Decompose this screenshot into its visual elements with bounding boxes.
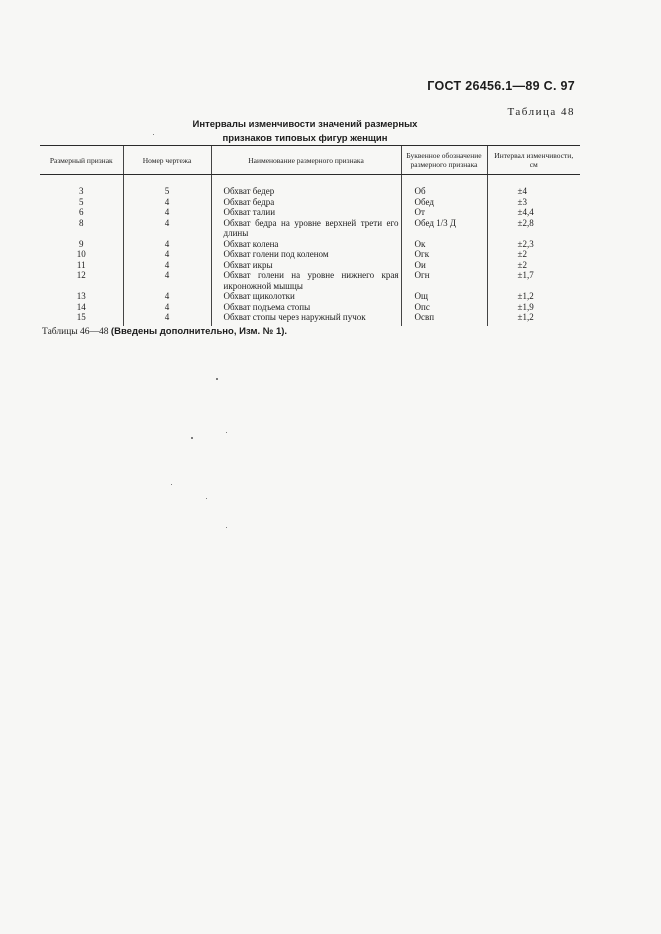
page-header: ГОСТ 26456.1—89 С. 97 [427,79,575,93]
cell-code: Освп [401,312,487,326]
scan-speck [216,378,218,380]
scan-speck [226,432,227,433]
cell-name: Обхват голени на уровне нижнего края икроножной мышцы [211,270,401,291]
cell-code: Огн [401,270,487,291]
cell-name: Обхват щиколотки [211,291,401,302]
cell-sign: 14 [76,301,86,312]
cell-drawing: 4 [123,239,211,250]
column-header-drawing: Номер чертежа [123,146,211,175]
cell-interval: ±4,4 [487,207,580,218]
table-title-line-1: Интервалы изменчивости значений размерных [192,119,418,130]
table-label: Таблица 48 [507,106,575,118]
scan-speck [171,484,172,485]
cell-drawing: 4 [123,291,211,302]
size-variability-table [40,145,580,326]
cell-interval: ±1,2 [487,291,580,302]
cell-interval: ±1,2 [487,312,580,326]
scan-speck [226,527,227,528]
cell-code: Обед [401,197,487,208]
scan-speck [206,498,207,499]
cell-code: Об [401,186,487,197]
cell-drawing: 4 [123,312,211,326]
cell-sign: 3 [79,186,84,196]
table-header-row [40,146,580,175]
cell-code: Обед 1/3 Д [401,218,487,239]
cell-code: Ощ [401,291,487,302]
table-row [40,218,580,239]
table-row [40,207,580,218]
cell-name: Обхват талии [211,207,401,218]
table-title-line-2: признаков типовых фигур женщин [222,133,388,144]
cell-drawing: 4 [123,260,211,271]
cell-sign: 8 [79,217,84,228]
cell-sign: 9 [79,238,84,249]
cell-name: Обхват стопы через наружный пучок [211,312,401,326]
cell-code: Ок [401,239,487,250]
table-row [40,197,580,208]
footer-amendment: (Введены дополнительно, Изм. № 1). [110,326,288,337]
cell-code: Ои [401,260,487,271]
column-header-interval: Интервал изменчивости, см [487,146,580,175]
cell-interval: ±1,7 [487,270,580,291]
cell-name: Обхват подъема стопы [211,302,401,313]
cell-drawing: 4 [123,249,211,260]
cell-code: От [401,207,487,218]
footer-prefix: Таблицы 46—48 [42,327,111,337]
cell-sign: 11 [76,259,86,270]
cell-code: Огк [401,249,487,260]
table-row [40,260,580,271]
cell-name: Обхват икры [211,260,401,271]
table-title [180,118,430,146]
cell-name: Обхват бедер [211,186,401,197]
cell-interval: ±2,3 [487,239,580,250]
cell-name: Обхват бедра [211,197,401,208]
cell-drawing: 5 [123,186,211,197]
cell-sign: 12 [76,270,86,280]
cell-interval: ±4 [487,186,580,197]
cell-interval: ±3 [487,197,580,208]
cell-sign: 10 [76,249,86,259]
cell-drawing: 4 [123,207,211,218]
column-header-sign: Размерный признак [40,146,123,175]
cell-name: Обхват голени под коленом [211,249,401,260]
table-row [40,270,580,291]
table-row [40,239,580,250]
column-header-name: Наименование размерного признака [211,146,401,175]
table-row [40,312,580,326]
table-row [40,186,580,197]
cell-sign: 5 [79,196,84,207]
cell-name: Обхват колена [211,239,401,250]
cell-drawing: 4 [123,197,211,208]
cell-sign: 15 [76,312,86,322]
cell-interval: ±1,9 [487,302,580,313]
table-spacer-row [40,175,580,187]
cell-interval: ±2 [487,249,580,260]
cell-code: Опс [401,302,487,313]
table-row [40,302,580,313]
cell-drawing: 4 [123,270,211,291]
table-row [40,249,580,260]
cell-interval: ±2 [487,260,580,271]
cell-sign: 6 [79,207,84,217]
scan-speck [153,134,154,135]
cell-interval: ±2,8 [487,218,580,239]
scan-speck [191,437,193,439]
column-header-code: Буквенное обозначение размерного признака [401,146,487,175]
cell-drawing: 4 [123,218,211,239]
footer-note [42,326,287,337]
cell-sign: 13 [76,291,86,301]
table-row [40,291,580,302]
cell-drawing: 4 [123,302,211,313]
cell-name: Обхват бедра на уровне верхней трети его длины [211,218,401,239]
